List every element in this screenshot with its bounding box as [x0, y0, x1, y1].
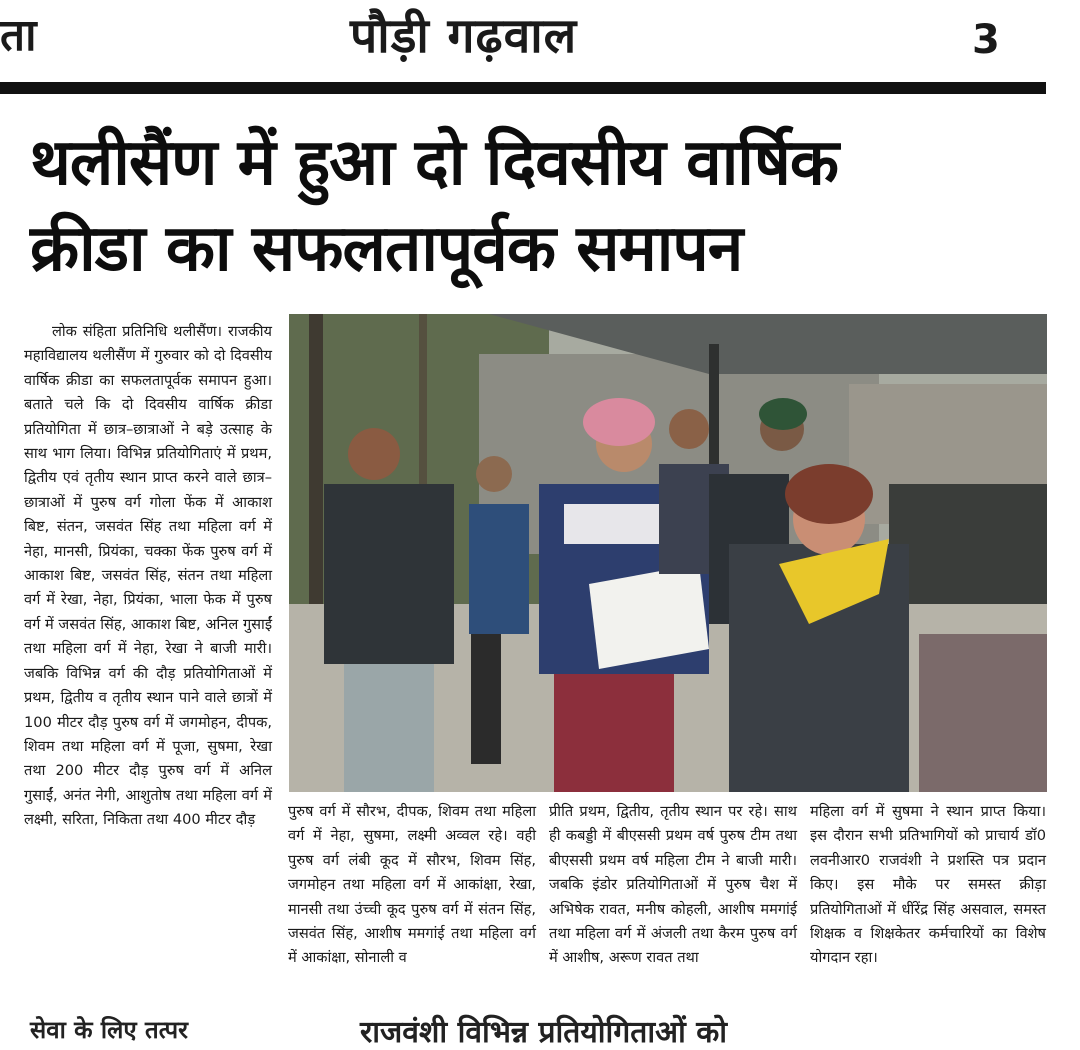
article-column-3 [549, 800, 797, 971]
headline-line-2: क्रीडा का सफलतापूर्वक समापन [30, 212, 743, 286]
column-2-text: पुरुष वर्ग में सौरभ, दीपक, शिवम तथा महिला वर्ग में नेहा, सुषमा, लक्ष्मी अव्वल रहे। वही पुरुष वर्ग लंबी कूद में सौरभ, शिवम सिंह, जगमोहन तथा महिला वर्ग में आकांक्षा, रेखा, मानसी तथा उंच्ची कूद पुरुष वर्ग में संतन सिंह, जसवंत सिंह, आशीष ममगांई तथा महिला वर्ग में आकांक्षा, सोनाली व [288, 803, 536, 967]
article-photo [289, 314, 1047, 792]
photo-illustration [289, 314, 1047, 792]
column-3-text: प्रीति प्रथम, द्वितीय, तृतीय स्थान पर रहे। साथ ही कबड्डी में बीएससी प्रथम वर्ष पुरुष टीम तथा बीएससी प्रथम वर्ष महिला टीम ने बाजी मारी। जबकि इंडोर प्रतियोगिताओं में पुरुष चैश में अभिषेक रावत, मनीष कोहली, आशीष ममगांई तथा महिला वर्ग में अंजली तथा कैरम पुरुष वर्ग में आशीष, अरूण रावत तथा [549, 803, 797, 967]
column-1-text: लोक संहिता प्रतिनिधि थलीसैंण। राजकीय महाविद्यालय थलीसैंण में गुरुवार को दो दिवसीय वार्षिक क्रीडा का सफलतापूर्वक समापन हुआ। बताते चले कि दो दिवसीय वार्षिक क्रीडा प्रतियोगिता में छात्र–छात्राओं ने बड़े उत्साह के साथ भाग लिया। विभिन्न प्रतियोगिताएं में प्रथम, द्वितीय एवं तृतीय स्थान प्राप्त करने वाले छात्र–छात्राओं में पुरुष वर्ग गोला फेंक में आकाश बिष्ट, संतन, जसवंत सिंह तथा महिला वर्ग में नेहा, मानसी, प्रियंका, चक्का फेंक पुरुष वर्ग में आकाश बिष्ट, जसवंत सिंह, संतन तथा महिला वर्ग में रेखा, नेहा, प्रियंका, भाला फेक में पुरुष वर्ग में जसवंत सिंह, आकाश बिष्ट, अनिल गुसाईं तथा महिला वर्ग में नेहा, रेखा ने बाजी मारी। जबकि विभिन्न वर्ग की दौड़ प्रतियोगिताओं में प्रथम, द्वितीय व तृतीय स्थान पाने वाले छात्रों में 100 मीटर दौड़ पुरुष वर्ग में जगमोहन, दीपक, शिवम तथा महिला वर्ग में पूजा, सुषमा, रेखा तथा 200 मीटर दौड़ पुरुष वर्ग में अनिल गुसाईं, अनंत नेगी, आशुतोष तथा महिला वर्ग में लक्ष्मी, सरिता, निकिता तथा 400 मीटर दौड़ [24, 323, 272, 829]
next-article-fragment-left: सेवा के लिए तत्पर [30, 1016, 188, 1044]
article-headline [30, 120, 1050, 292]
section-title: पौड़ी गढ़वाल [350, 8, 578, 64]
article-column-2 [288, 800, 536, 971]
column-4-text: महिला वर्ग में सुषमा ने स्थान प्राप्त किया। इस दौरान सभी प्रतिभागियों को प्राचार्य डॉ0 लवनीआर0 राजवंशी ने प्रशस्ति पत्र प्रदान किए। इस मौके पर समस्त क्रीड़ा प्रतियोगिताओं में धींरेंद्र सिंह असवाल, समस्त शिक्षक व शिक्षकेतर कर्मचारियों का विशेष योगदान रहा। [810, 803, 1046, 967]
article-column-1 [24, 320, 272, 833]
article-column-4 [810, 800, 1046, 971]
previous-page-title-fragment: ता [0, 10, 37, 61]
headline-line-1: थलीसैंण में हुआ दो दिवसीय वार्षिक [30, 126, 839, 200]
header-rule [0, 82, 1046, 94]
next-article-fragment-center: राजवंशी विभिन्न प्रतियोगिताओं को [360, 1015, 728, 1050]
page-number: 3 [972, 17, 1000, 63]
